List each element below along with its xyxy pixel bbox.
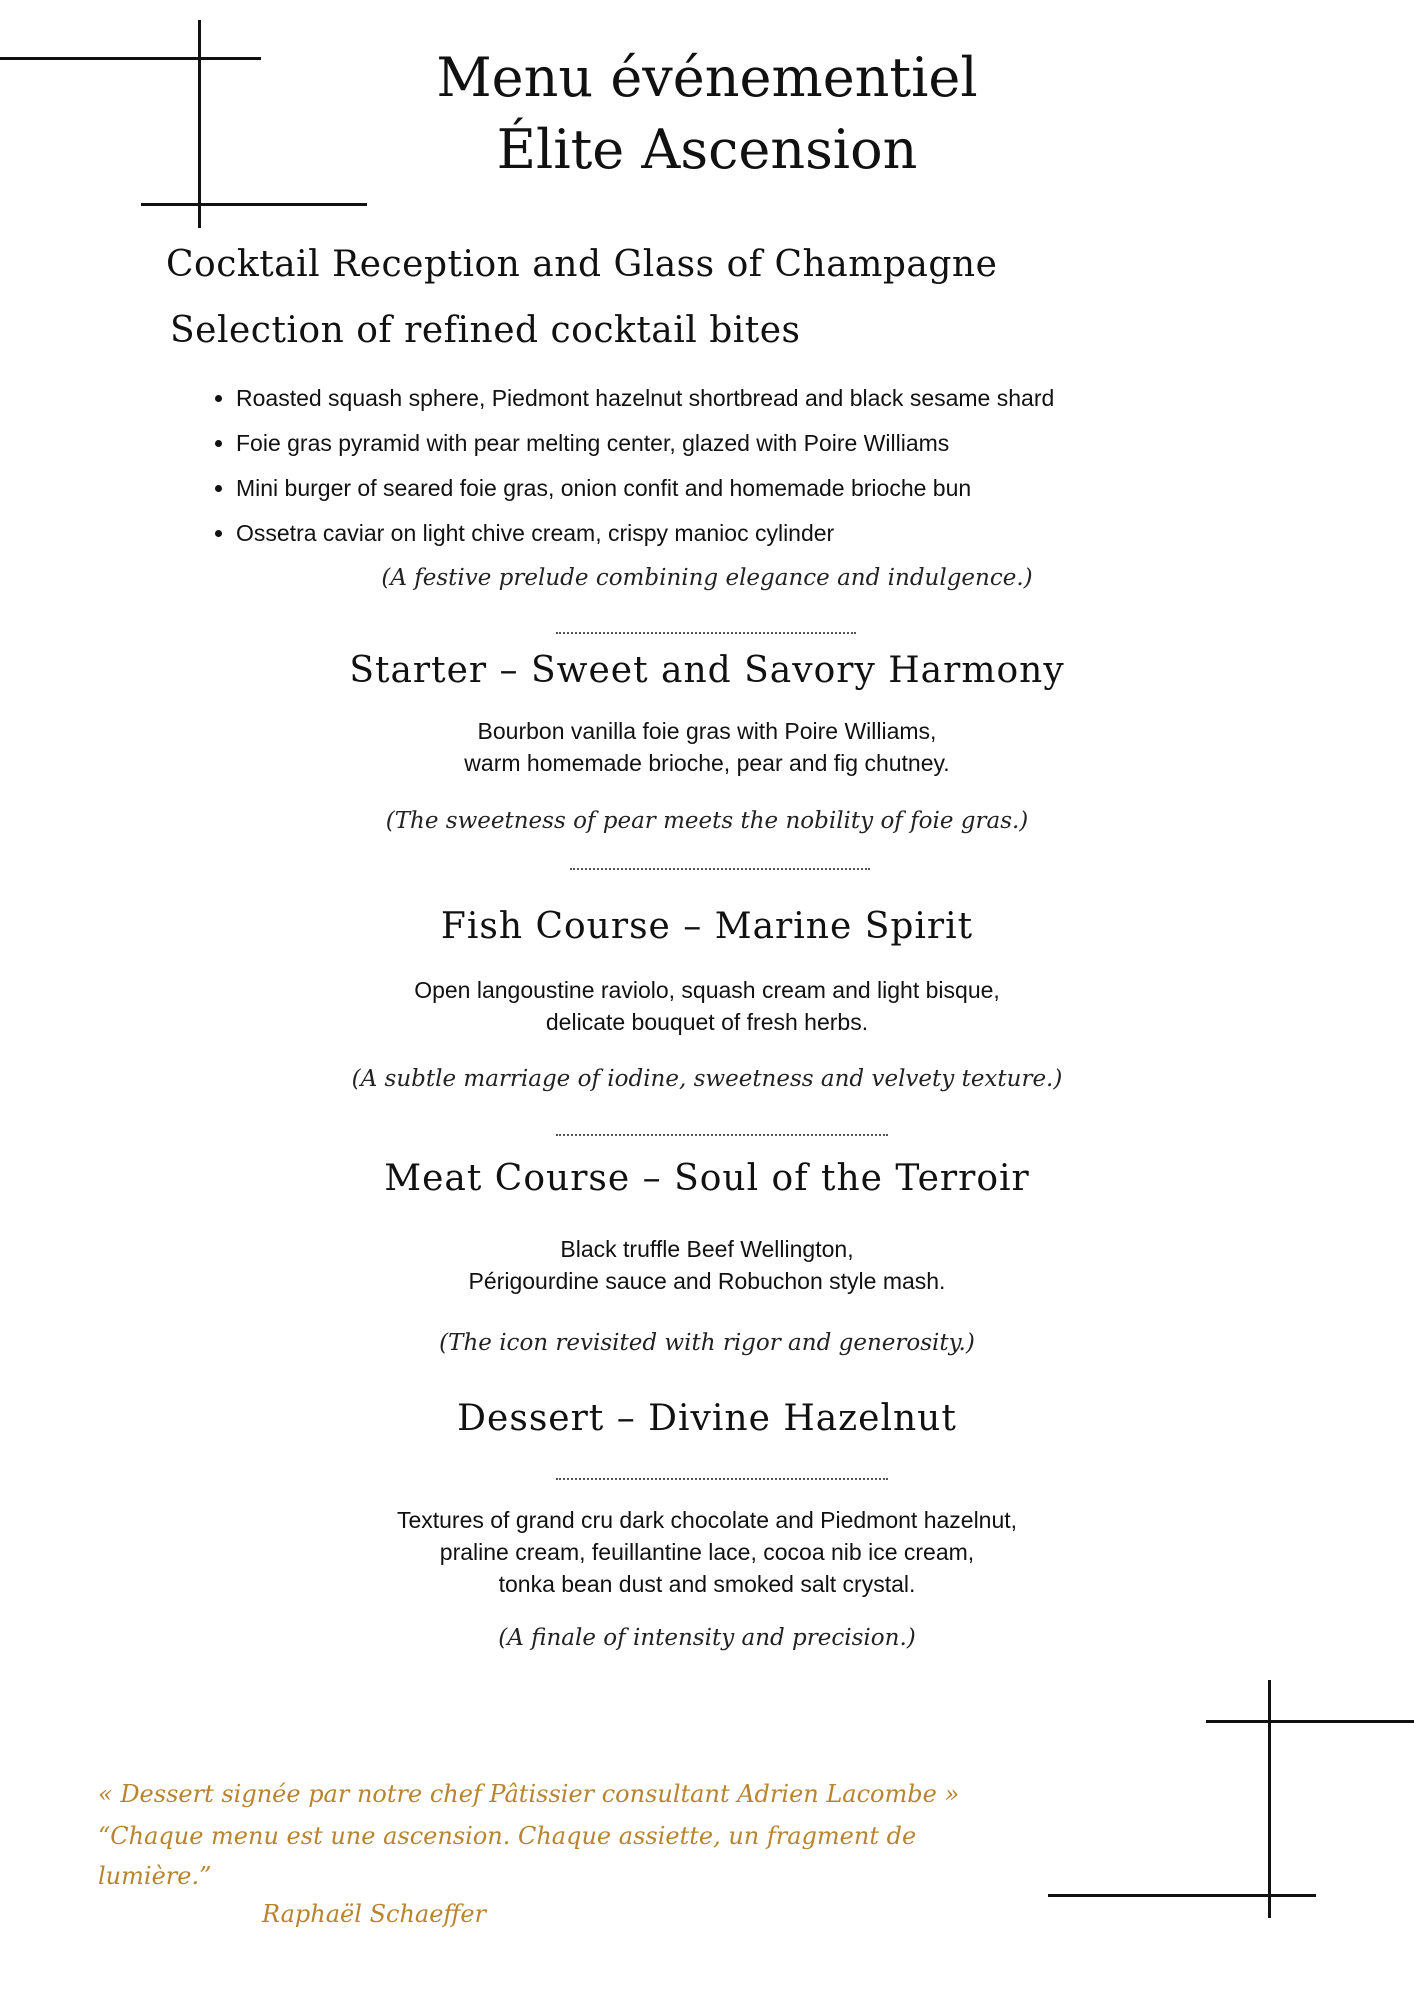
- page-title: [357, 42, 1057, 186]
- meat-note: (The icon revisited with rigor and generosity.): [439, 1330, 975, 1356]
- list-item: • Foie gras pyramid with pear melting center, glazed with Poire Williams: [236, 421, 1054, 466]
- starter-desc-line: Bourbon vanilla foie gras with Poire Williams,: [477, 718, 937, 744]
- starter-desc-line: warm homemade brioche, pear and fig chutney.: [464, 750, 950, 776]
- dotted-divider: [556, 1478, 888, 1480]
- dessert-desc-line: Textures of grand cru dark chocolate and Piedmont hazelnut,: [396, 1507, 1018, 1533]
- dessert-description: [157, 1504, 1257, 1600]
- corner-line: [198, 20, 201, 228]
- fish-desc-line: Open langoustine raviolo, squash cream and light bisque,: [414, 977, 1000, 1003]
- list-item: • Mini burger of seared foie gras, onion confit and homemade brioche bun: [236, 466, 1054, 511]
- cocktail-bites-list: [200, 376, 1054, 556]
- dessert-desc-line: tonka bean dust and smoked salt crystal.: [498, 1571, 916, 1597]
- dotted-divider: [570, 868, 870, 870]
- fish-note: (A subtle marriage of iodine, sweetness and velvety texture.): [351, 1066, 1063, 1092]
- chef-quote-line: lumière.”: [98, 1862, 212, 1890]
- title-line-2: Élite Ascension: [496, 118, 918, 181]
- meat-description: [157, 1233, 1257, 1297]
- meat-desc-line: Périgourdine sauce and Robuchon style mash.: [468, 1268, 946, 1294]
- starter-heading: Starter – Sweet and Savory Harmony: [349, 650, 1065, 691]
- starter-note: (The sweetness of pear meets the nobility of foie gras.): [385, 808, 1029, 834]
- corner-line: [1268, 1680, 1271, 1918]
- pastry-chef-credit: « Dessert signée par notre chef Pâtissier consultant Adrien Lacombe »: [98, 1780, 960, 1808]
- meat-desc-line: Black truffle Beef Wellington,: [560, 1236, 854, 1262]
- dessert-heading: Dessert – Divine Hazelnut: [457, 1398, 957, 1439]
- dessert-desc-line: praline cream, feuillantine lace, cocoa nib ice cream,: [439, 1539, 975, 1565]
- dessert-note: (A finale of intensity and precision.): [498, 1625, 916, 1651]
- fish-heading: Fish Course – Marine Spirit: [440, 906, 974, 947]
- corner-line: [1048, 1894, 1316, 1897]
- dotted-divider: [556, 632, 856, 634]
- reception-heading: Cocktail Reception and Glass of Champagne: [166, 244, 998, 285]
- fish-description: [157, 974, 1257, 1038]
- chef-quote-line: “Chaque menu est une ascension. Chaque assiette, un fragment de: [98, 1822, 917, 1850]
- dotted-divider: [556, 1134, 888, 1136]
- reception-subheading: Selection of refined cocktail bites: [170, 310, 801, 351]
- meat-heading: Meat Course – Soul of the Terroir: [384, 1158, 1030, 1199]
- chef-signature: Raphaël Schaeffer: [262, 1900, 487, 1928]
- reception-note: (A festive prelude combining elegance and indulgence.): [381, 565, 1033, 591]
- corner-line: [1206, 1720, 1414, 1723]
- corner-line: [141, 203, 367, 206]
- title-line-1: Menu événementiel: [436, 46, 978, 109]
- list-item: • Ossetra caviar on light chive cream, crispy manioc cylinder: [236, 511, 1054, 556]
- corner-line: [0, 57, 261, 60]
- starter-description: [157, 715, 1257, 779]
- list-item: • Roasted squash sphere, Piedmont hazelnut shortbread and black sesame shard: [236, 376, 1054, 421]
- fish-desc-line: delicate bouquet of fresh herbs.: [545, 1009, 869, 1035]
